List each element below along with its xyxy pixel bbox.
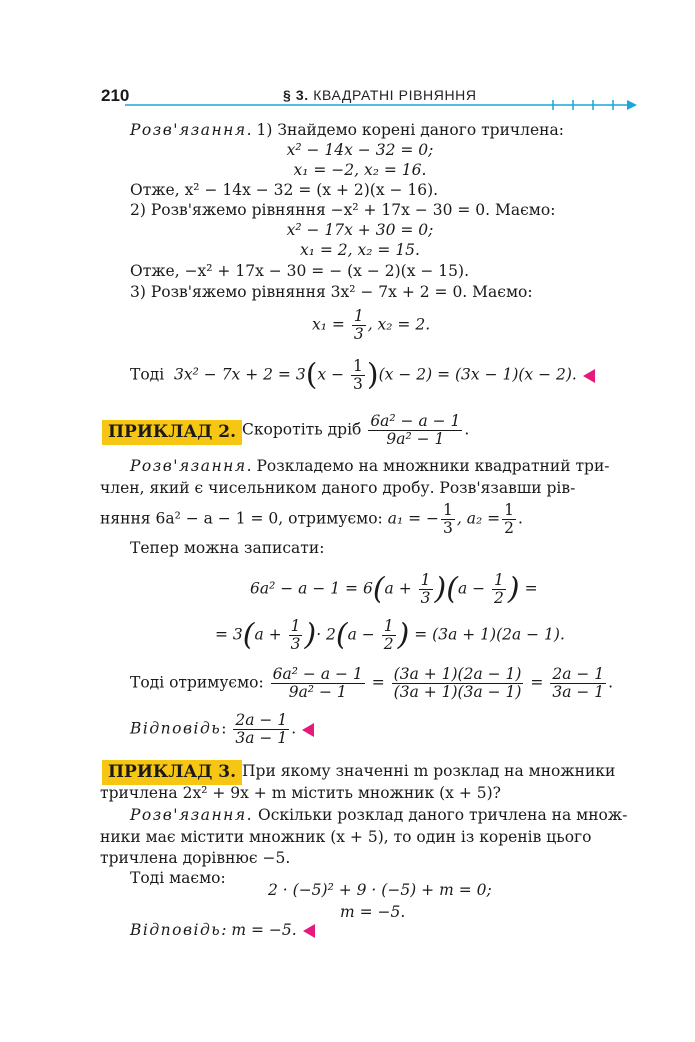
denominator: 3 (353, 375, 363, 393)
equals-sign: = (530, 673, 544, 692)
task-text: Скоротіть дріб (242, 420, 362, 439)
ex3-equation-2: m = −5. (340, 903, 406, 921)
example-3-task-1: При якому значенні m розклад на множники (242, 762, 616, 780)
answer-label: Відповідь (130, 719, 222, 738)
big-paren-open: ( (335, 617, 348, 653)
page-number: 210 (101, 86, 130, 105)
ex3-solution-line-1 (130, 805, 627, 825)
math-line-2 (215, 618, 565, 653)
root-a2: , a₂ = (456, 509, 501, 528)
solution-text: . 1) Знайдемо корені даного тричлена: (246, 121, 564, 139)
math-rhs: = (3a + 1)(2a − 1). (414, 625, 565, 644)
numerator: 1 (443, 501, 453, 519)
numerator: 6a² − a − 1 (370, 412, 461, 430)
example-2-badge: ПРИКЛАД 2. (102, 420, 242, 445)
answer-value: : m = −5. (221, 921, 297, 939)
final-rest: (x − 2) = (3x − 1)(x − 2). (378, 365, 577, 384)
ex2-solution-line-3: няння 6a² − a − 1 = 0, отримуємо: a₁ = − $\frac{1}{3}$ , a₂ = $\frac{1}{2}$ . (100, 501, 523, 537)
math-line-1 (250, 572, 538, 607)
end-marker-icon (303, 924, 315, 938)
result-fraction-1 (271, 666, 365, 701)
big-paren-close: ) (366, 357, 379, 393)
numerator: 1 (353, 307, 364, 325)
task-fraction (368, 413, 462, 448)
root-a1: a₁ = − (387, 509, 439, 528)
math-lhs: 6a² − a − 1 = 6 (250, 579, 373, 598)
numerator: 1 (353, 357, 363, 375)
solution-label: Розв'язання (130, 457, 247, 475)
example-2-task (242, 413, 469, 448)
solution-line-8: Отже, −x² + 17x − 30 = − (x − 2)(x − 15). (130, 262, 470, 280)
section-number: § 3. (283, 87, 309, 103)
ex2-solution-line-1 (130, 456, 610, 476)
denominator: 3 (443, 519, 453, 537)
root-x1-label: x₁ = (312, 315, 345, 334)
numerator: 2a − 1 (235, 711, 288, 729)
denominator: 3a − 1 (552, 683, 605, 701)
fraction-one-third-4 (419, 572, 433, 607)
ex3-solution-line-3: тричлена дорівнює −5. (100, 849, 291, 867)
solution-text: . Розкладемо на множники квадратний три- (246, 457, 610, 475)
end-marker-icon (583, 369, 595, 383)
example-3-badge: ПРИКЛАД 3. (102, 760, 242, 785)
equals-sign: = (524, 579, 538, 598)
example-3-task-2: тричлена 2x² + 9x + m містить множник (x + 5)? (100, 784, 501, 802)
equation-4: x₁ = 2, x₂ = 15. (300, 241, 420, 259)
fraction-one-third-5 (289, 618, 303, 653)
roots-fraction-line (312, 308, 430, 343)
denominator: 2 (383, 635, 394, 653)
denominator: 3 (420, 589, 431, 607)
numerator: 6a² − a − 1 (272, 665, 363, 683)
big-paren-open: ( (372, 571, 385, 607)
chapter-title: КВАДРАТНІ РІВНЯННЯ (313, 87, 477, 103)
result-label: Тоді отримуємо: (130, 673, 264, 692)
ex3-solution-line-2: ники має містити множник (x + 5), то один із коренів цього (100, 828, 592, 846)
ex2-solution-line-4: Тепер можна записати: (130, 539, 325, 557)
denominator: 3 (290, 635, 301, 653)
solution-line-5: 2) Розв'яжемо рівняння −x² + 17x − 30 = 0. Маємо: (130, 201, 556, 219)
equation-2: x₁ = −2, x₂ = 16. (293, 161, 427, 179)
big-paren-open: ( (446, 571, 458, 607)
big-paren-close: ) (507, 571, 520, 607)
a-plus: a + (384, 579, 412, 598)
numerator: (3a + 1)(2a − 1) (393, 665, 522, 683)
equals-sign: = (371, 673, 385, 692)
denominator: 9a² − 1 (386, 430, 445, 448)
result-fraction-3 (550, 666, 606, 701)
result-line: Тоді отримуємо: $\frac{\text{6a² − a − 1}}{\text{9a² − 1}}$ = $\frac{(3a + 1)(2a - 1)}{(3a + 1)(3a - 1)}$ = $\frac{2a - 1}{3a - 1}$ . (130, 665, 614, 701)
end-marker-icon (302, 723, 314, 737)
numerator: 2a − 1 (552, 665, 605, 683)
equation-1: x² − 14x − 32 = 0; (286, 141, 434, 159)
numerator: 1 (290, 617, 301, 635)
fraction-one-half-3 (382, 618, 396, 653)
ex3-answer-line (130, 920, 315, 940)
fraction-one-half-2 (492, 572, 506, 607)
final-lhs: 3x² − 7x + 2 = 3 (174, 365, 306, 384)
big-paren-close: ) (304, 617, 317, 653)
header-rule-arrow (125, 98, 640, 112)
result-fraction-2 (392, 666, 524, 701)
a-minus: a − (457, 579, 486, 598)
fraction-one-third-2 (351, 358, 365, 393)
denominator: 3a − 1 (235, 729, 288, 747)
answer-fraction (233, 712, 289, 747)
equation-3: x² − 17x + 30 = 0; (286, 221, 434, 239)
numerator: 1 (420, 571, 431, 589)
ex3-equation-1: 2 · (−5)² + 9 · (−5) + m = 0; (268, 881, 492, 899)
denominator: (3a + 1)(3a − 1) (393, 683, 522, 701)
final-factorization-line (130, 358, 595, 393)
solution-line-9: 3) Розв'яжемо рівняння 3x² − 7x + 2 = 0. Маємо: (130, 283, 533, 301)
big-paren-open: ( (305, 357, 318, 393)
ex2-solution-line-2: член, який є чисельником даного дробу. Розв'язавши рів- (100, 479, 576, 497)
denominator: 2 (494, 589, 504, 607)
root-x2: , x₂ = 2. (367, 315, 431, 334)
big-paren-open: ( (242, 617, 255, 653)
answer-label: Відповідь (130, 921, 222, 939)
math-lhs: = 3 (215, 625, 243, 644)
numerator: 1 (383, 617, 394, 635)
numerator: 1 (494, 571, 504, 589)
times-two: · 2 (316, 625, 336, 644)
big-paren-close: ) (397, 617, 410, 653)
numerator: 1 (504, 501, 514, 519)
big-paren-close: ) (434, 571, 447, 607)
final-mid: x − (317, 365, 345, 384)
ex2-answer-line: Відповідь: $\frac{2a - 1}{3a - 1}$ . (130, 712, 314, 747)
solution-line-4: Отже, x² − 14x − 32 = (x + 2)(x − 16). (130, 181, 439, 199)
solution-line-1 (130, 120, 564, 140)
fraction-one-third-3 (441, 502, 455, 537)
solution-text: Оскільки розклад даного тричлена на множ- (253, 806, 628, 824)
a-minus: a − (347, 625, 375, 644)
period: . (464, 420, 470, 439)
denominator: 2 (504, 519, 514, 537)
fraction-one-half (502, 502, 516, 537)
ex3-solution-line-4: Тоді маємо: (130, 869, 226, 887)
solution-label: Розв'язання. (130, 806, 254, 824)
denominator: 3 (353, 325, 364, 343)
solution-label: Розв'язання (130, 121, 247, 139)
a-plus: a + (254, 625, 282, 644)
equation-text: няння 6a² − a − 1 = 0, отримуємо: (100, 509, 383, 528)
fraction-one-third (352, 308, 366, 343)
todi-word: Тоді (130, 365, 165, 384)
denominator: 9a² − 1 (288, 683, 347, 701)
